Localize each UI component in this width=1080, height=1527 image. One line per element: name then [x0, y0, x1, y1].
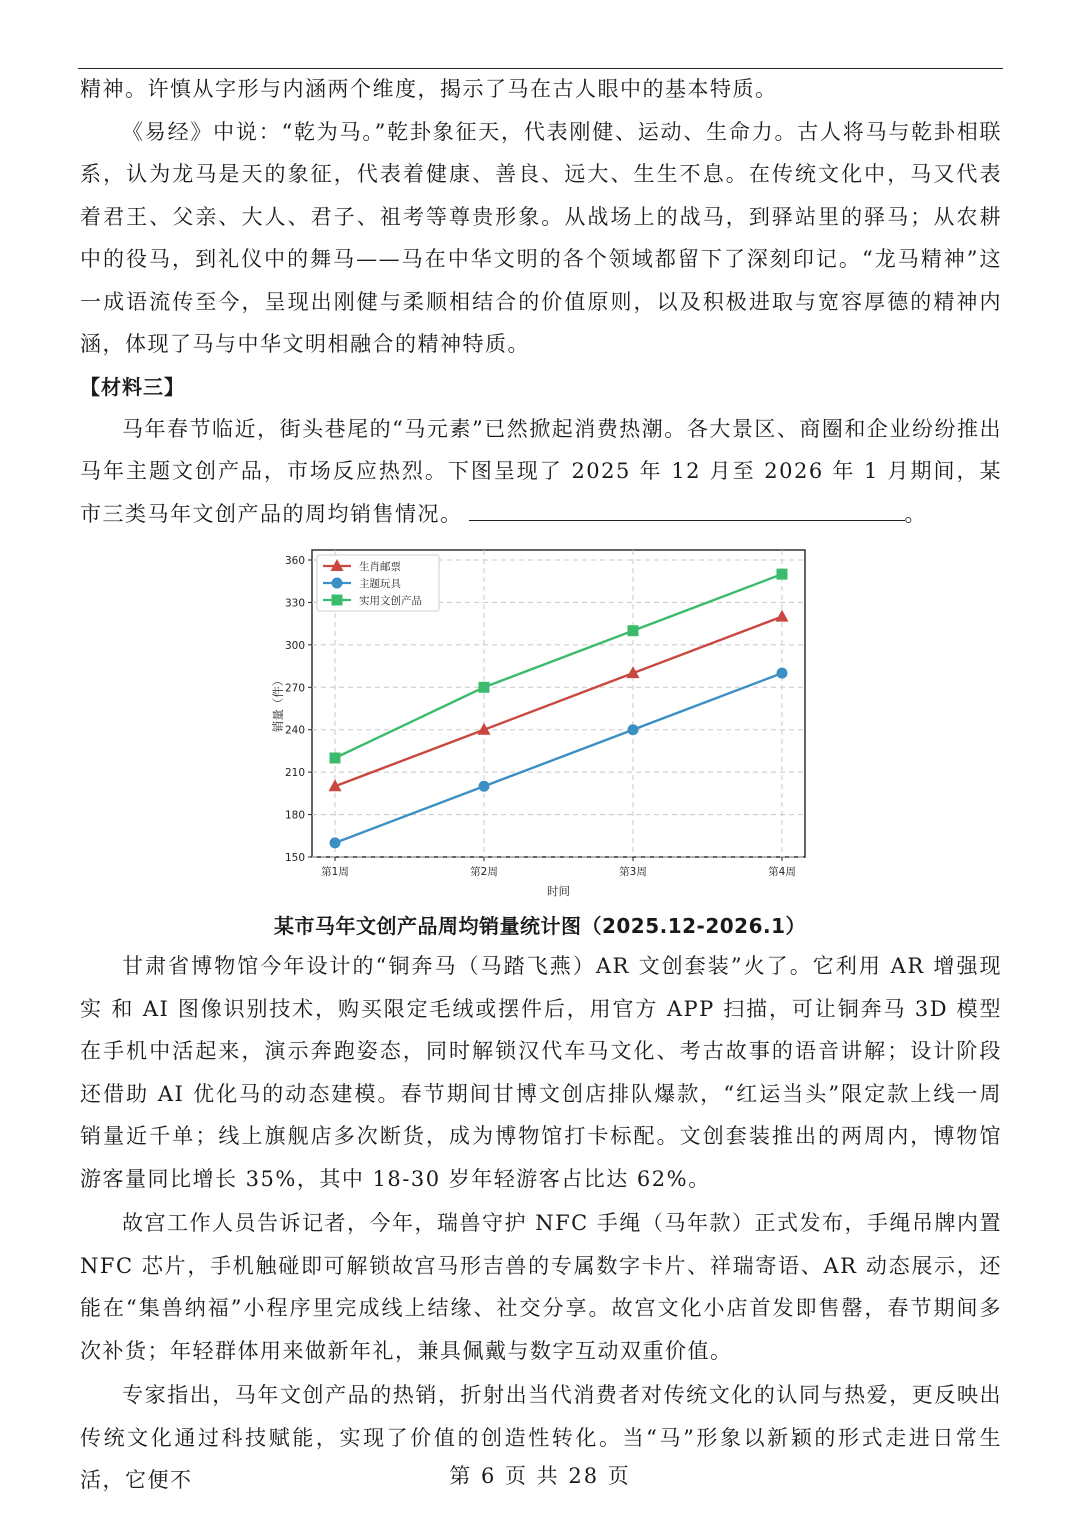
legend-label: 生肖邮票: [359, 561, 401, 573]
legend-marker: [332, 578, 343, 589]
y-tick-label: 240: [284, 724, 305, 737]
paragraph: 甘肃省博物馆今年设计的“铜奔马（马踏飞燕）AR 文创套装”火了。它利用 AR 增强现实 和 AI 图像识别技术，购买限定毛绒或摆件后，用官方 APP 扫描，可让铜奔马 3D 模型在手机中活起来，演示奔跑姿态，同时解锁汉代车马文化、考古故事的语音讲解；设计阶段还借助 AI 优化马的动态建模。春节期间甘博文创店排队爆款，“红运当头”限定款上线一周销量近千单；线上旗舰店多次断货，成为博物馆打卡标配。文创套装推出的两周内，博物馆游客量同比增长 35%，其中 18-30 岁年轻游客占比达 62%。: [80, 954, 1002, 1191]
data-point: [330, 837, 341, 848]
text-bottom: [80, 945, 1002, 1502]
y-tick-label: 150: [284, 852, 305, 864]
text-top: [80, 68, 1002, 535]
x-tick-label: 第3周: [619, 866, 647, 878]
paragraph: 《易经》中说：“乾为马。”乾卦象征天，代表刚健、运动、生命力。古人将马与乾卦相联系，认为龙马是天的象征，代表着健康、善良、远大、生生不息。在传统文化中，马又代表着君王、父亲、大人、君子、祖考等尊贵形象。从战场上的战马，到驿站里的驿马；从农耕中的役马，到礼仪中的舞马——马在中华文明的各个领域都留下了深刻印记。“龙马精神”这一成语流传至今，呈现出刚健与柔顺相结合的价值原则，以及积极进取与宽容厚德的精神内涵，体现了马与中华文明相融合的精神特质。: [80, 119, 1002, 356]
data-point: [330, 753, 341, 764]
material3-intro: [80, 408, 1002, 536]
data-point: [479, 682, 490, 693]
y-axis-label: 销量（件）: [271, 674, 285, 733]
legend-label: 主题玩具: [359, 578, 401, 590]
data-point: [777, 668, 788, 679]
x-tick-label: 第2周: [470, 866, 498, 878]
y-tick-label: 360: [284, 555, 305, 567]
intro-text: 马年春节临近，街头巷尾的“马元素”已然掀起消费热潮。各大景区、商圈和企业纷纷推出马年主题文创产品，市场反应热烈。下图呈现了 2025 年 12 月至 2026 年 1 月期间，某市三类马年文创产品的周均销售情况。: [80, 416, 1002, 526]
x-tick-label: 第1周: [321, 866, 349, 878]
page-footer: 第 6 页 共 28 页: [449, 1464, 631, 1488]
legend-marker: [332, 595, 343, 606]
legend-label: 实用文创产品: [359, 595, 422, 607]
data-point: [628, 625, 639, 636]
data-point: [479, 781, 490, 792]
y-tick-label: 300: [284, 639, 305, 652]
section-heading: 【材料三】: [80, 374, 185, 399]
y-tick-label: 210: [284, 767, 305, 780]
paragraph: 专家指出，马年文创产品的热销，折射出当代消费者对传统文化的认同与热爱，更反映出传统文化通过科技赋能，实现了价值的创造性转化。当“马”形象以新颖的形式走进日常生活，它便不: [80, 1383, 1002, 1492]
data-point: [777, 569, 788, 580]
y-tick-label: 270: [284, 682, 305, 695]
x-tick-label: 第4周: [768, 866, 796, 878]
answer-blank: [469, 494, 905, 521]
data-point: [628, 724, 639, 735]
chart-caption: 某市马年文创产品周均销量统计图（2025.12-2026.1）: [273, 914, 807, 938]
intro-end: 。: [904, 501, 927, 526]
paragraph: 故宫工作人员告诉记者，今年，瑞兽守护 NFC 手绳（马年款）正式发布，手绳吊牌内置 NFC 芯片，手机触碰即可解锁故宫马形吉兽的专属数字卡片、祥瑞寄语、AR 动态展示，还能在“集兽纳福”小程序里完成线上结缘、社交分享。故宫文化小店首发即售罄，春节期间多次补货；年轻群体用来做新年礼，兼具佩戴与数字互动双重价值。: [80, 1211, 1002, 1363]
y-tick-label: 330: [284, 597, 305, 610]
paragraph: 精神。许慎从字形与内涵两个维度，揭示了马在古人眼中的基本特质。: [80, 77, 778, 101]
line-chart-svg: [262, 540, 822, 910]
chart: [262, 540, 822, 910]
x-axis-label: 时间: [547, 884, 570, 898]
y-tick-label: 180: [284, 809, 305, 822]
